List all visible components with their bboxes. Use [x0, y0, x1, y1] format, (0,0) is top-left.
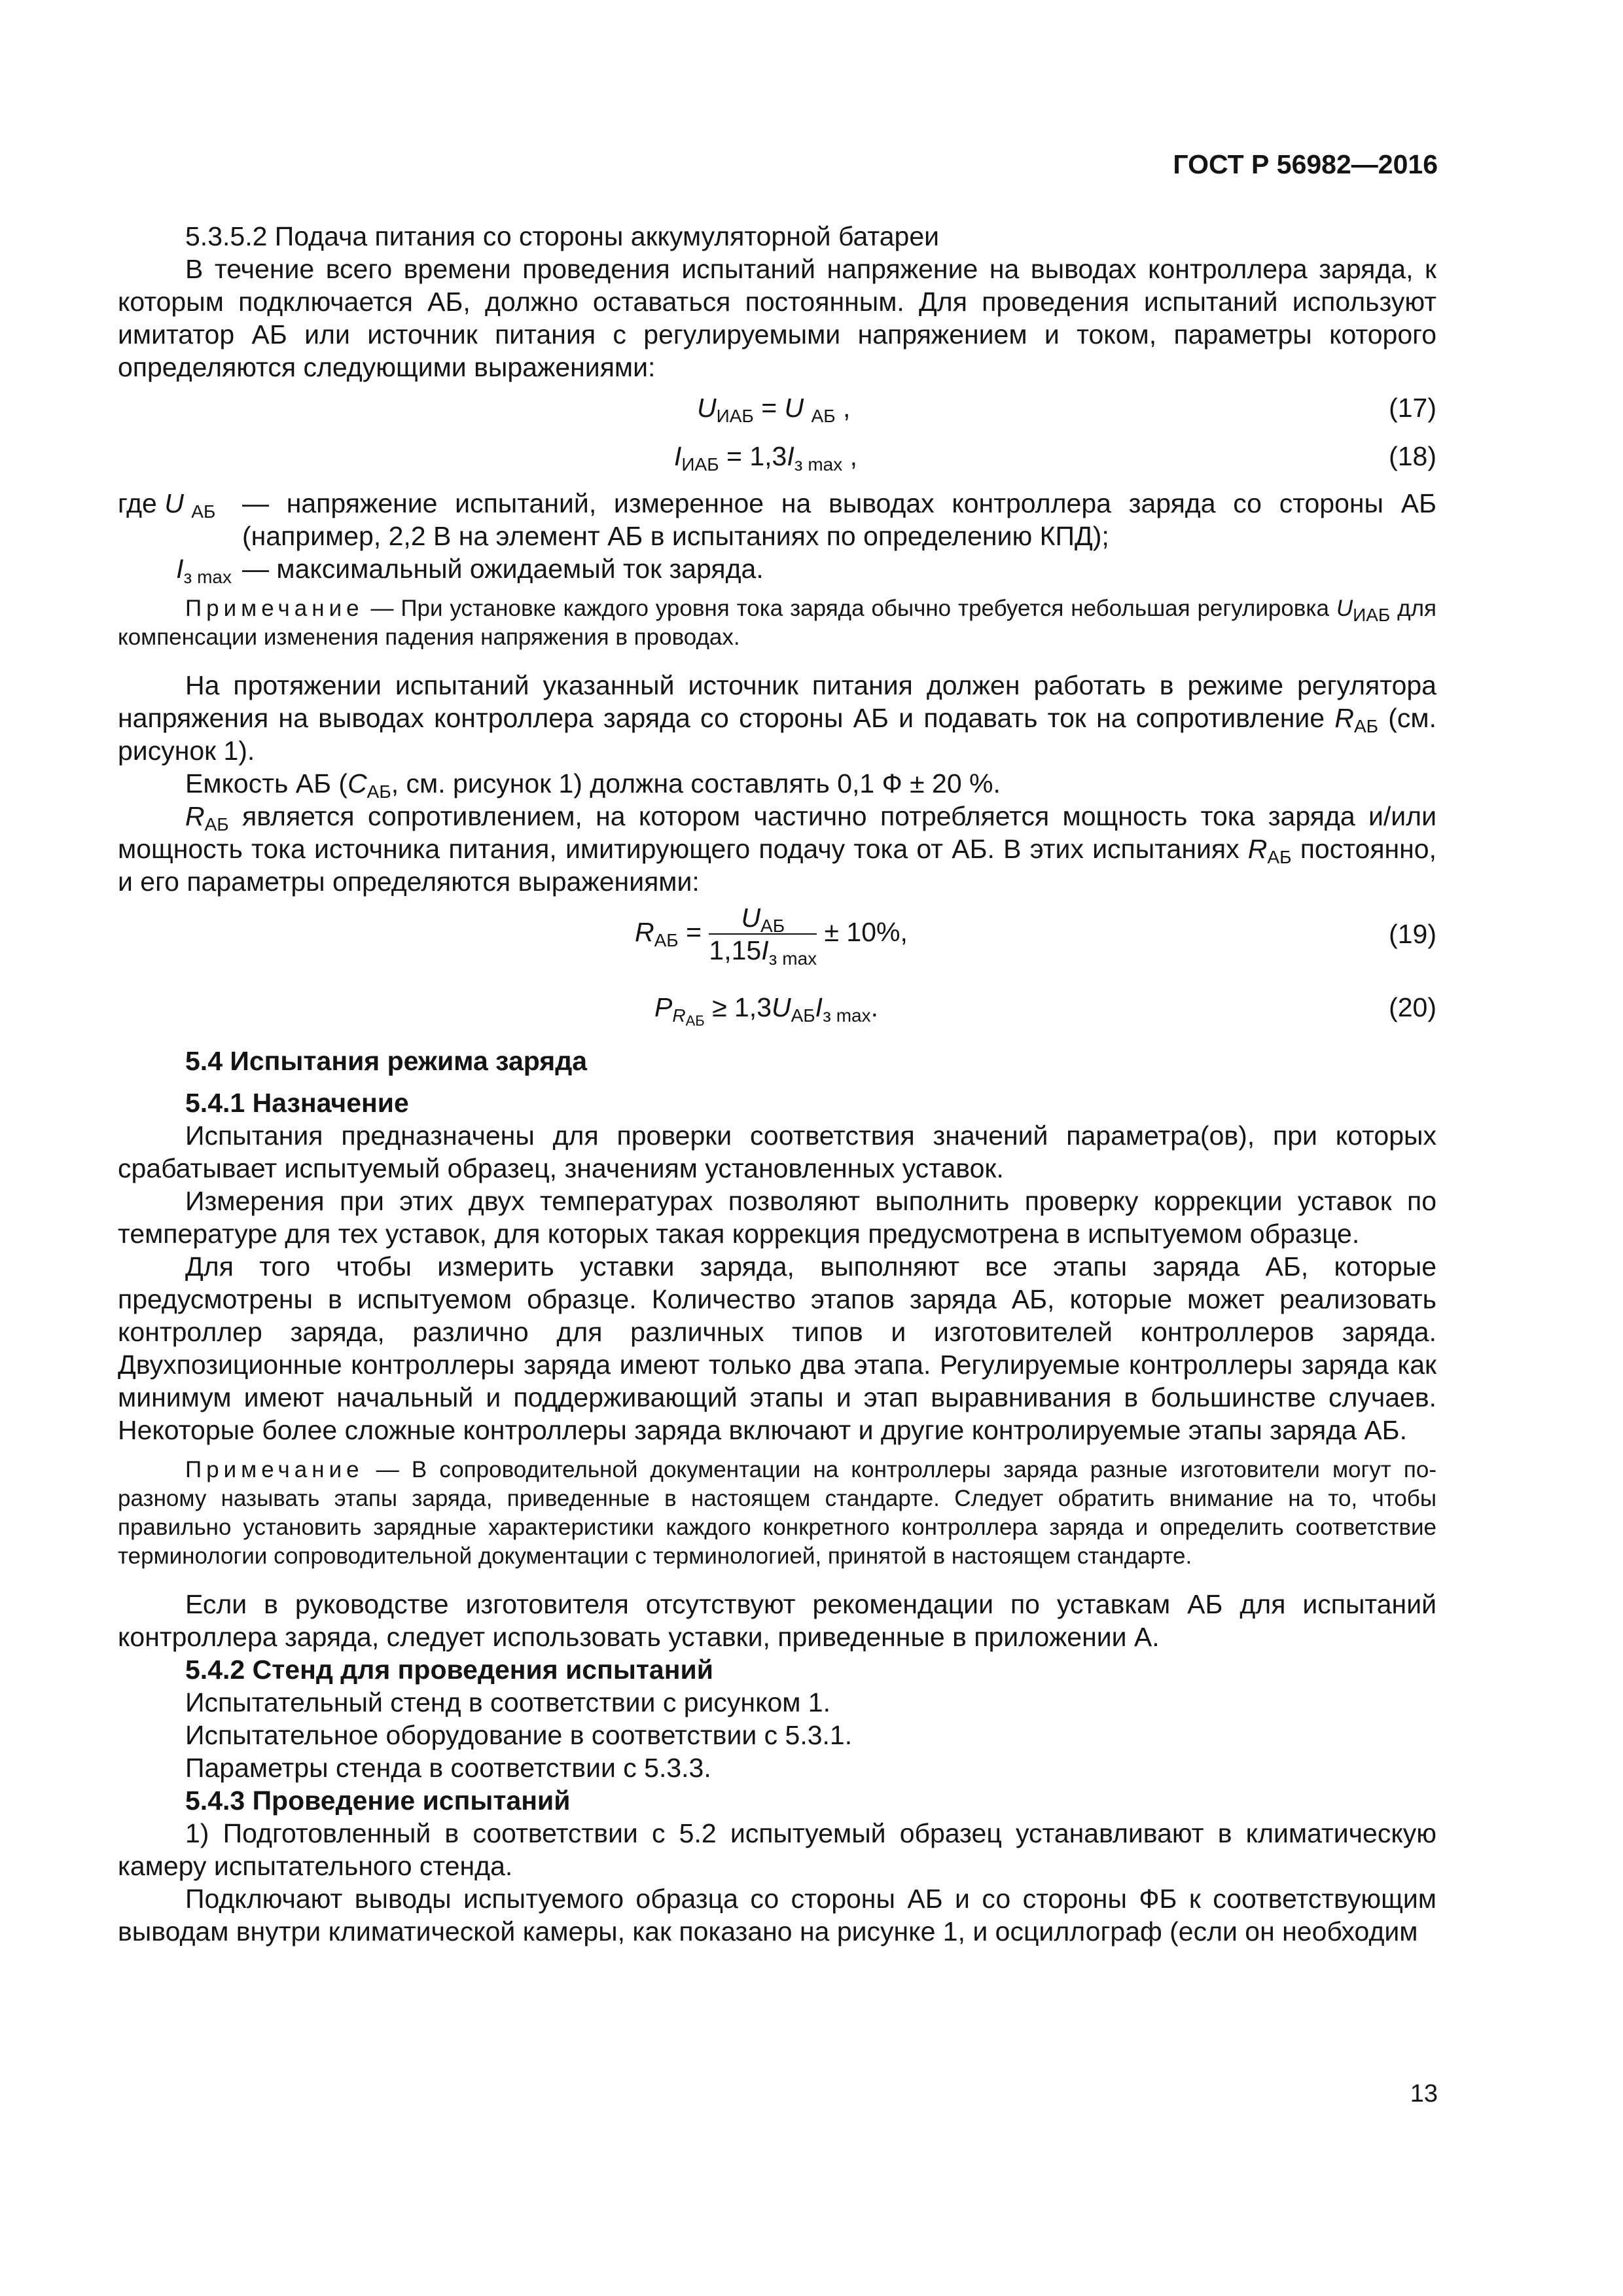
paragraph-voltage-regulator: На протяжении испытаний указанный источник питания должен работать в режиме регулятора напряжения на выводах контроллера заряда со стороны АБ и подавать ток на сопротивление $R_{АБ}$ (см. рисунок 1).	[118, 670, 1437, 766]
list-line: Параметры стенда в соответствии с 5.3.3.	[185, 1753, 711, 1783]
section-5-4-3-title: 5.4.3 Проведение испытаний	[185, 1785, 571, 1816]
section-5-3-5-2-title: 5.3.5.2 Подача питания со стороны аккумуляторной батареи	[185, 221, 940, 251]
note-label: Примечание	[185, 1457, 364, 1482]
section-5-4-2-title: 5.4.2 Стенд для проведения испытаний	[185, 1655, 713, 1685]
paragraph-step-1: 1) Подготовленный в соответствии с 5.2 испытуемый образец устанавливают в климатическую камеру испытательного стенда.	[118, 1818, 1436, 1881]
definition-term: где U $_{АБ}$	[118, 488, 216, 522]
formula-19	[118, 902, 1436, 987]
section-5-4-1-title: 5.4.1 Назначение	[185, 1088, 409, 1118]
formula-20	[118, 987, 1436, 1035]
formula-18-expression: $I_{ИАБ} = 1,3I_{з max}$ ,	[674, 441, 858, 475]
formula-18	[118, 436, 1436, 484]
formula-20-expression: $P_{R_{АБ}} \ge 1,3U_{АБ}I_{з max}$.	[654, 992, 878, 1029]
note-1: Примечание — При установке каждого уровня тока заряда обычно требуется небольшая регулировка $U_{ИАБ}$ для компенсации изменения падения напряжения в проводах.	[118, 596, 1436, 650]
page-number: 13	[1410, 2080, 1438, 2108]
paragraph-resistance: $R_{АБ}$ является сопротивлением, на котором частично потребляется мощность тока заряда и/или мощность тока источника питания, имитирующего подачу тока от АБ. В этих испытаниях $R_{АБ}$ постоянно, и его параметры определяются выражениями:	[118, 801, 1436, 897]
formula-20-number: (20)	[1389, 992, 1436, 1022]
section-5-4-title: 5.4 Испытания режима заряда	[185, 1046, 588, 1076]
paragraph-capacity: Емкость АБ ($C_{АБ}$, см. рисунок 1) должна составлять 0,1 Ф ± 20 %.	[185, 768, 1001, 802]
paragraph-manufacturer: Если в руководстве изготовителя отсутствуют рекомендации по уставкам АБ для испытаний контроллера заряда, следует использовать уставки, приведенные в приложении А.	[118, 1589, 1436, 1652]
paragraph-temperatures: Измерения при этих двух температурах позволяют выполнить проверку коррекции уставок по температуре для тех уставок, для которых такая коррекция предусмотрена в испытуемом образце.	[118, 1186, 1436, 1249]
list-line: Испытательное оборудование в соответствии с 5.3.1.	[185, 1720, 853, 1750]
document-header: ГОСТ Р 56982—2016	[1173, 149, 1438, 179]
paragraph-charge-stages: Для того чтобы измерить уставки заряда, выполняют все этапы заряда АБ, которые предусмотрены в испытуемом образце. Количество этапов заряда АБ, которые может реализовать контроллер заряда, различно для различных типов и изготовителей контроллеров заряда. Двухпозиционные контроллеры заряда имеют только два этапа. Регулируемые контроллеры заряда как минимум имеют начальный и поддерживающий этапы и этап выравнивания в большинстве случаев. Некоторые более сложные контроллеры заряда включают и другие контролируемые этапы заряда АБ.	[118, 1251, 1436, 1445]
paragraph-purpose: Испытания предназначены для проверки соответствия значений параметра(ов), при которых срабатывает испытуемый образец, значениям установленных уставок.	[118, 1121, 1436, 1183]
document-body	[118, 220, 1436, 1948]
formula-18-number: (18)	[1389, 441, 1436, 471]
definition-row	[118, 487, 1436, 552]
formula-17	[118, 387, 1436, 436]
definition-text: — напряжение испытаний, измеренное на выводах контроллера заряда со стороны АБ (например, 2,2 В на элемент АБ в испытаниях по определению КПД);	[242, 488, 1436, 551]
definition-text: — максимальный ожидаемый ток заряда.	[242, 554, 764, 584]
formula-17-number: (17)	[1389, 393, 1436, 423]
note-label: Примечание	[185, 596, 364, 621]
formula-19-number: (19)	[1389, 919, 1436, 949]
definition-row	[118, 552, 1436, 585]
definitions-list	[118, 487, 1436, 585]
list-line: Испытательный стенд в соответствии с рисунком 1.	[185, 1687, 831, 1717]
formula-19-expression: $R_{АБ}$ = $\frac{U_{АБ}}{1,15I_{з max}}$ ± 10%,	[635, 903, 908, 969]
note-2: Примечание — В сопроводительной документации на контроллеры заряда разные изготовители могут по-разному называть этапы заряда, приведенные в настоящем стандарте. Следует обратить внимание на то, чтобы правильно установить зарядные характеристики каждого конкретного контроллера заряда и определить соответствие терминологии сопроводительной документации с терминологией, принятой в настоящем стандарте.	[118, 1457, 1436, 1569]
definition-term: $I_{з max}$	[176, 554, 232, 587]
formula-17-expression: $U_{ИАБ} = U$ $_{АБ}$ ,	[697, 393, 851, 426]
paragraph-connect: Подключают выводы испытуемого образца со стороны АБ и со стороны ФБ к соответствующим выводам внутри климатической камеры, как показано на рисунке 1, и осциллограф (если он необходим	[118, 1884, 1436, 1946]
paragraph-test-voltage: В течение всего времени проведения испытаний напряжение на выводах контроллера заряда, к которым подключается АБ, должно оставаться постоянным. Для проведения испытаний используют имитатор АБ или источник питания с регулируемыми напряжением и током, параметры которого определяются следующими выражениями:	[118, 254, 1436, 382]
